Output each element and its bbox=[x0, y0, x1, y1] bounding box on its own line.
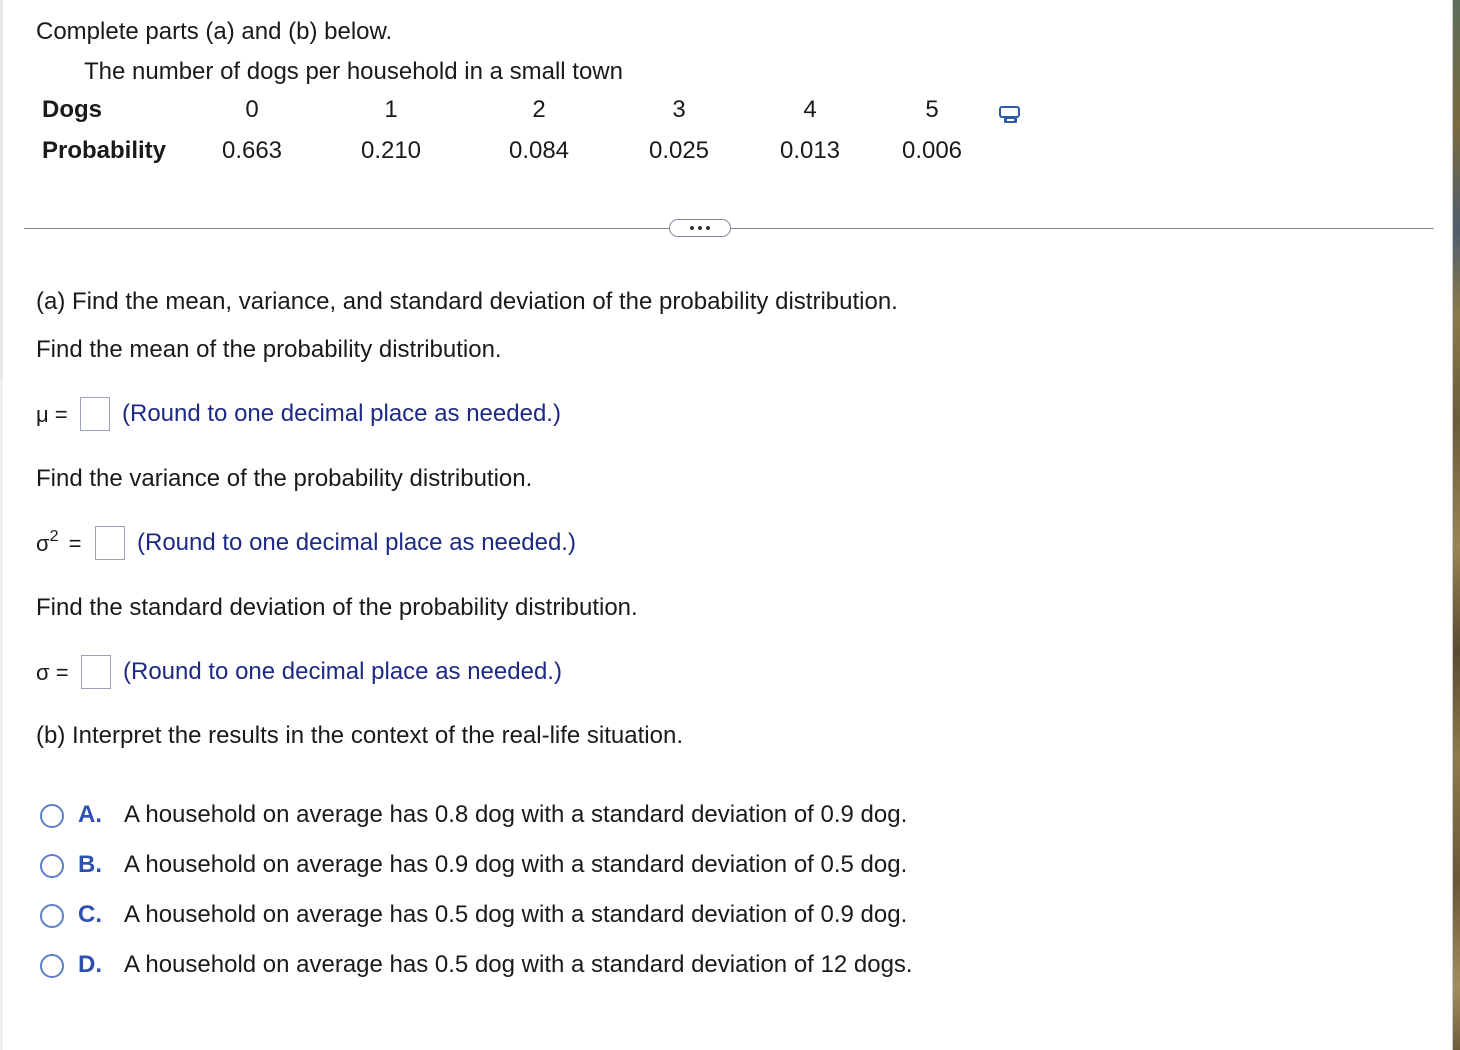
dogs-cell: 0 bbox=[245, 96, 259, 123]
option-d-radio[interactable] bbox=[40, 954, 64, 978]
probability-cell: 0.663 bbox=[221, 137, 283, 164]
dogs-cell: 5 bbox=[925, 96, 939, 123]
variance-round-hint: (Round to one decimal place as needed.) bbox=[137, 529, 576, 556]
option-c-text[interactable]: A household on average has 0.5 dog with a standard deviation of 0.9 dog. bbox=[124, 901, 908, 928]
option-d-text[interactable]: A household on average has 0.5 dog with a standard deviation of 12 dogs. bbox=[124, 951, 913, 978]
option-c-radio[interactable] bbox=[40, 904, 64, 928]
equals-sign: = bbox=[68, 531, 82, 556]
dot bbox=[690, 226, 694, 230]
background-strip bbox=[1452, 0, 1460, 1050]
option-b-text[interactable]: A household on average has 0.9 dog with a standard deviation of 0.5 dog. bbox=[124, 851, 908, 878]
probability-cell: 0.013 bbox=[779, 137, 841, 164]
probability-cell: 0.210 bbox=[360, 137, 422, 164]
sd-input[interactable] bbox=[81, 655, 111, 689]
probability-cell: 0.006 bbox=[901, 137, 963, 164]
sd-prompt: Find the standard deviation of the probability distribution. bbox=[36, 594, 638, 621]
dogs-cell: 1 bbox=[384, 96, 398, 123]
mean-prompt: Find the mean of the probability distribution. bbox=[36, 336, 502, 363]
intro-text: Complete parts (a) and (b) below. bbox=[36, 18, 393, 45]
option-b-radio[interactable] bbox=[40, 854, 64, 878]
dogs-cell: 3 bbox=[672, 96, 686, 123]
mean-symbol: μ = bbox=[36, 402, 68, 427]
option-c-letter: C. bbox=[78, 901, 102, 928]
sigma-symbol: σ bbox=[36, 531, 50, 556]
dogs-cell: 2 bbox=[532, 96, 546, 123]
exponent: 2 bbox=[49, 528, 59, 545]
option-a-radio[interactable] bbox=[40, 804, 64, 828]
mean-round-hint: (Round to one decimal place as needed.) bbox=[122, 400, 561, 427]
ellipsis-icon[interactable] bbox=[669, 219, 731, 237]
dot bbox=[706, 226, 710, 230]
mean-input[interactable] bbox=[80, 397, 110, 431]
part-a-heading: (a) Find the mean, variance, and standard deviation of the probability distribution. bbox=[36, 288, 898, 315]
dot bbox=[698, 226, 702, 230]
variance-prompt: Find the variance of the probability distribution. bbox=[36, 465, 533, 492]
dogs-cell: 4 bbox=[803, 96, 817, 123]
probability-row-label: Probability bbox=[42, 137, 167, 164]
left-border bbox=[0, 0, 3, 380]
variance-input[interactable] bbox=[95, 526, 125, 560]
sd-symbol: σ = bbox=[36, 660, 69, 685]
table-title: The number of dogs per household in a small town bbox=[84, 58, 623, 85]
variance-symbol bbox=[36, 530, 81, 561]
option-b-letter: B. bbox=[78, 851, 102, 878]
option-a-letter: A. bbox=[78, 801, 102, 828]
probability-cell: 0.084 bbox=[508, 137, 570, 164]
option-a-text[interactable]: A household on average has 0.8 dog with a standard deviation of 0.9 dog. bbox=[124, 801, 908, 828]
sd-round-hint: (Round to one decimal place as needed.) bbox=[123, 658, 562, 685]
copy-icon[interactable] bbox=[998, 104, 1022, 126]
option-d-letter: D. bbox=[78, 951, 102, 978]
part-b-heading: (b) Interpret the results in the context of the real-life situation. bbox=[36, 722, 683, 749]
left-border-lower bbox=[0, 380, 3, 1050]
probability-cell: 0.025 bbox=[648, 137, 710, 164]
dogs-row-label: Dogs bbox=[42, 96, 102, 123]
